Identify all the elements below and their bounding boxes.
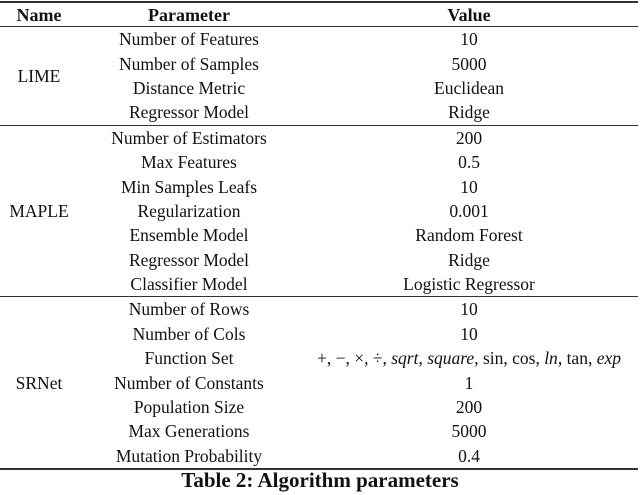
group-srnet <box>0 297 638 469</box>
table-row <box>0 27 638 52</box>
table-row <box>0 346 638 370</box>
parameter-cell: Min Samples Leafs <box>120 176 258 197</box>
value-cell: Ridge <box>448 102 490 123</box>
parameter-cell: Regressor Model <box>128 249 250 270</box>
value-part: , <box>418 348 428 369</box>
value-cell: 5000 <box>451 421 487 442</box>
table-row <box>0 150 638 174</box>
value-cell: Euclidean <box>434 77 504 98</box>
algorithm-parameters-table <box>0 1 638 470</box>
table-row <box>0 125 638 150</box>
table-row <box>0 297 638 322</box>
header-value: Value <box>447 4 491 25</box>
parameter-cell: Ensemble Model <box>129 225 249 246</box>
parameter-cell: Number of Cols <box>132 323 246 344</box>
value-cell: 5000 <box>451 53 487 74</box>
table-row <box>0 76 638 100</box>
value-cell: 10 <box>460 299 478 320</box>
value-cell: 0.001 <box>449 200 489 221</box>
parameter-cell: Function Set <box>144 348 234 369</box>
parameter-cell: Regressor Model <box>128 102 250 123</box>
table-row <box>0 223 638 247</box>
header-row <box>0 2 638 27</box>
table-row <box>0 419 638 443</box>
parameter-cell: Number of Samples <box>119 53 259 74</box>
group-lime <box>0 27 638 126</box>
table-row <box>0 395 638 419</box>
parameter-cell: Number of Features <box>119 29 259 50</box>
table-caption: Table 2: Algorithm parameters <box>181 468 459 492</box>
parameter-cell: Max Generations <box>128 421 250 442</box>
parameter-cell: Distance Metric <box>132 77 246 98</box>
parameter-cell: Number of Estimators <box>111 127 267 148</box>
parameter-cell: Population Size <box>133 397 245 418</box>
parameter-cell: Number of Constants <box>114 372 264 393</box>
value-cell: 0.5 <box>458 152 480 173</box>
header-parameter: Parameter <box>148 4 230 25</box>
value-cell: 10 <box>460 323 478 344</box>
table-row <box>0 248 638 272</box>
group-name: MAPLE <box>9 200 69 221</box>
value-cell: Logistic Regressor <box>403 274 535 295</box>
group-name: LIME <box>17 65 61 86</box>
group-name: SRNet <box>15 372 63 393</box>
value-cell: Ridge <box>448 249 490 270</box>
parameter-cell: Regularization <box>137 200 241 221</box>
value-part-italic: sqrt <box>391 348 419 369</box>
parameter-cell: Max Features <box>141 152 237 173</box>
value-cell: 0.4 <box>458 445 480 466</box>
value-part: +, −, ×, ÷, <box>316 348 392 369</box>
table-row <box>0 51 638 75</box>
value-part: , sin, cos, <box>474 348 545 369</box>
value-cell: Random Forest <box>415 225 523 246</box>
value-part: , tan, <box>557 348 597 369</box>
parameter-cell: Mutation Probability <box>115 445 263 466</box>
parameter-cell: Number of Rows <box>128 299 250 320</box>
header-name: Name <box>16 4 62 25</box>
value-cell: 200 <box>455 397 483 418</box>
table-row <box>0 174 638 198</box>
group-maple <box>0 125 638 297</box>
value-cell: 10 <box>460 176 478 197</box>
value-part-italic: exp <box>596 348 621 369</box>
parameter-cell: Classifier Model <box>130 274 248 295</box>
value-part-italic: square <box>427 348 475 369</box>
value-cell: 200 <box>455 127 483 148</box>
table-row <box>0 370 638 394</box>
table-row <box>0 272 638 297</box>
table-row <box>0 100 638 125</box>
value-part-italic: ln <box>544 348 558 369</box>
value-cell: 1 <box>464 372 474 393</box>
table-row <box>0 199 638 223</box>
function-set-value-cell <box>300 346 638 370</box>
value-cell: 10 <box>460 29 478 50</box>
table-row <box>0 322 638 346</box>
